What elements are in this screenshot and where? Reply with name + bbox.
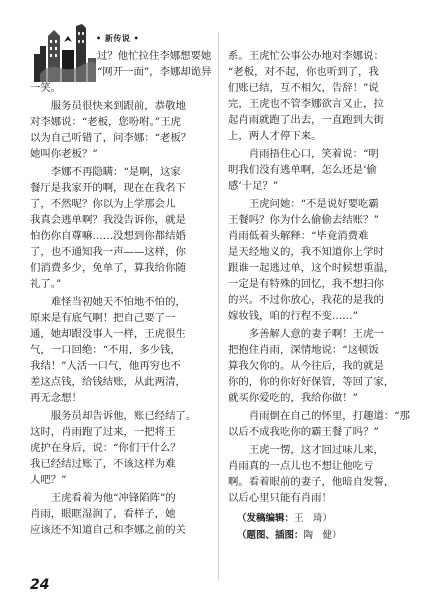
text-line: 我已经结过账了，不该这样为难: [30, 458, 176, 470]
text-line: 是天经地义的，我不知道你上学时: [228, 246, 384, 258]
text-line: 我结！”人活一口气，他再穷也不: [30, 360, 181, 372]
text-line: 这时，肖雨跑了过来，一把将王: [30, 426, 176, 438]
editor-credit-name: 王 琦）: [294, 513, 333, 524]
text-line: 上，两人才停下来。: [228, 130, 322, 142]
text-line: 嫁妆钱，咱的行程不变……”: [228, 310, 358, 322]
text-line: 差这点钱，给钱结账，从此两清，: [30, 376, 186, 388]
text-line: 服务员却告诉他，账已经结了。: [30, 410, 197, 422]
section-tag: • 新传说 •: [96, 34, 140, 43]
text-line: 餐厅是我家开的啊，现在在我名下: [30, 182, 186, 194]
text-line: 起肖雨就跑了出去，一直跑到大街: [228, 114, 384, 126]
text-line: 我真会逃单啊？我没告诉你，就是: [30, 214, 186, 226]
text-line: 以为自己听错了，问李娜：“老板？: [30, 132, 192, 144]
text-line: 怕伤你自尊嘛……没想到你都结婚: [30, 230, 186, 242]
text-line: 礼了。”: [30, 278, 62, 290]
text-line: 们账已结，互不相欠，告辞！”说: [228, 82, 379, 94]
text-line: 就买你爱吃的，我给你做！”: [228, 392, 358, 404]
text-line: 人吧？”: [30, 474, 67, 486]
illustrator-credit-name: 陶 健）: [303, 530, 342, 541]
text-line: 明我们没有逃单啊，怎么还是‘偷: [228, 164, 377, 176]
column-divider: [218, 32, 219, 580]
text-line: “老板，对不起，你也听到了，我: [228, 66, 379, 78]
text-line: 虎护在身后，说：“你们干什么？: [30, 442, 181, 454]
text-line: 再无念想！: [30, 392, 82, 404]
text-line: 感’十足？”: [228, 180, 279, 192]
text-line: 肖雨捂住心口，笑着说：“明: [228, 148, 379, 160]
text-line: 以后不成我吃你的霸王餐了吗？”: [228, 426, 379, 438]
text-line: 一定是有特殊的回忆，我不想扫你: [228, 278, 384, 290]
text-line: 肖雨真的一点儿也不想让他吃亏: [228, 460, 374, 472]
text-line: 肖雨低着头解释：“毕竟消费难: [228, 230, 369, 242]
text-line: 肖雨，眼眶湿润了，看样子，她: [30, 508, 176, 520]
text-line: 多善解人意的妻子啊！王虎一: [228, 328, 384, 340]
text-line: 难怪当初她天不怕地不怕的，: [30, 296, 186, 308]
editor-credit: [237, 510, 332, 524]
text-line: 对李娜说：“老板，您吩咐。”王虎: [30, 116, 181, 128]
text-line: 了，不然呢？你以为上学那会儿: [30, 198, 176, 210]
text-line: 李娜不再隐瞒：“是啊，这家: [30, 166, 181, 178]
text-line: 的兴。不过你放心，我花的是我的: [228, 294, 384, 306]
text-line: 一笑。: [30, 82, 62, 94]
text-line: 服务员很快来到跟前，恭敬地: [30, 100, 186, 112]
text-line: 们消费多少，免单了，算我给你随: [30, 262, 186, 274]
text-line: 以后心里只能有肖雨！: [228, 492, 332, 504]
page-number: 24: [30, 577, 50, 593]
text-line: 原来是有底气啊！把自己要了一: [30, 312, 176, 324]
text-line: 王虎一愣，这才回过味儿来，: [228, 444, 384, 456]
text-line: 完，王虎也不管李娜欲言又止，拉: [228, 98, 384, 110]
text-line: 应该还不知道自己和李娜之前的关: [30, 524, 186, 536]
text-line: “网开一面”，李娜却诡异: [97, 66, 212, 78]
text-line: 王餐吗？你为什么偷偷去结账？”: [228, 214, 379, 226]
illustrator-credit: [237, 527, 342, 541]
text-line: 王虎看着为他“冲锋陷阵”的: [30, 492, 176, 504]
text-line: 啊。看着眼前的妻子，他暗自发誓，: [228, 476, 395, 488]
text-line: 通，她却跟没事人一样，王虎很生: [30, 328, 186, 340]
city-skyline-illustration: [30, 24, 98, 84]
text-line: 气，一口回绝：“不用，多少钱，: [30, 344, 181, 356]
text-line: 跟谁一起逃过单，这个时候想重温，: [228, 262, 395, 274]
text-line: 王虎问她：“不是说好要吃霸: [228, 198, 379, 210]
text-line: 过？他忙拉住李娜想要她: [97, 50, 212, 62]
text-line: 你的，你的你好好保管，等回了家，: [228, 376, 395, 388]
text-line: 了，也不通知我一声——这样，你: [30, 246, 186, 258]
text-line: 她叫你老板？”: [30, 148, 98, 160]
text-line: 系。王虎忙公事公办地对李娜说：: [228, 50, 384, 62]
editor-credit-label: （发稿编辑：: [237, 513, 295, 524]
text-line: 肖雨倒在自己的怀里，打趣道：“那: [228, 410, 410, 422]
text-line: 把抱住肖雨，深情地说：“这顿饭: [228, 344, 379, 356]
illustrator-credit-label: （题图、插图：: [237, 530, 304, 541]
text-line: 算我欠你的。从今往后，我的就是: [228, 360, 384, 372]
